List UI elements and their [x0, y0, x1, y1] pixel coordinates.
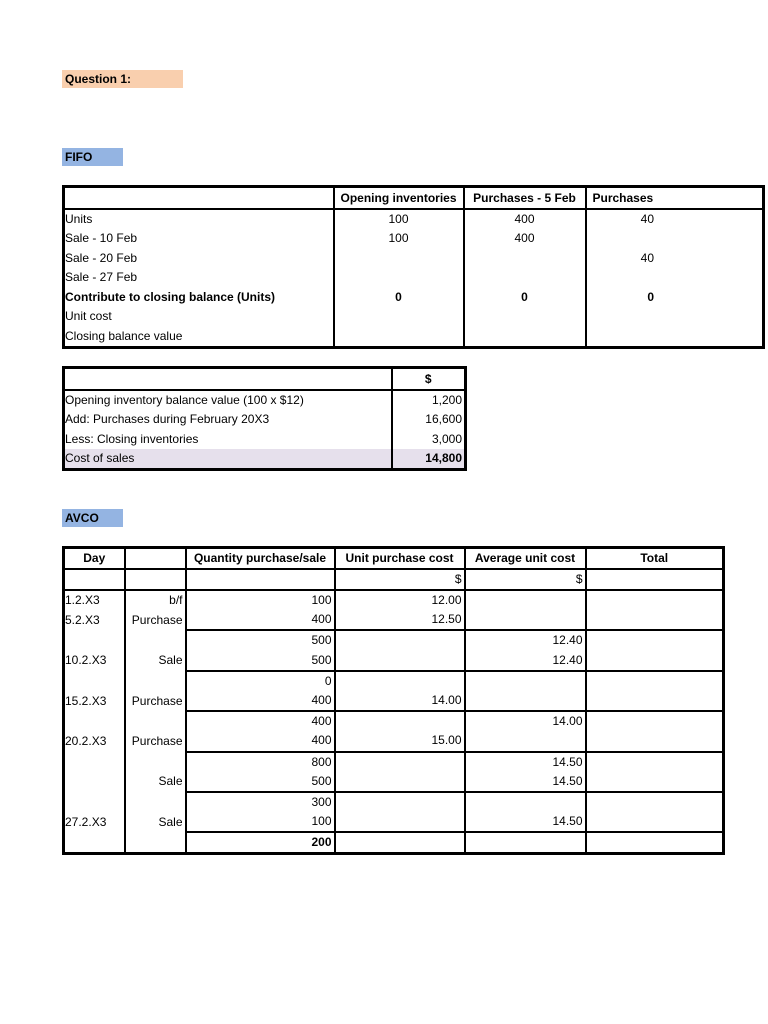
fifo-cell: [464, 307, 586, 327]
avco-type: [125, 711, 186, 731]
avco-currency-cell: [64, 569, 125, 590]
fifo-cell: [586, 268, 764, 288]
avco-type: [125, 752, 186, 772]
avco-row: [64, 832, 724, 854]
avco-unit-cost: [335, 630, 465, 650]
fifo-cell: [334, 327, 464, 348]
fifo-row: [64, 249, 764, 269]
avco-unit-cost: [335, 772, 465, 792]
avco-total: [586, 812, 724, 832]
avco-unit-cost: 14.00: [335, 691, 465, 711]
avco-day: 27.2.X3: [64, 812, 125, 832]
avco-total: [586, 651, 724, 671]
avco-header-cell: Average unit cost: [465, 548, 586, 570]
avco-average-cost: 12.40: [465, 630, 586, 650]
fifo-cell: [586, 327, 764, 348]
fifo-cell: 100: [334, 209, 464, 229]
fifo-cell: [464, 268, 586, 288]
fifo-header-cell: [64, 187, 334, 210]
cost-of-sales-value: 1,200: [431, 393, 462, 407]
fifo-cell: [334, 307, 464, 327]
avco-unit-cost: [335, 671, 465, 691]
avco-total: [586, 590, 724, 610]
avco-total: [586, 752, 724, 772]
cost-of-sales-header-row: [64, 368, 466, 391]
cost-of-sales-label: Add: Purchases during February 20X3: [64, 410, 392, 430]
avco-total: [586, 772, 724, 792]
cost-of-sales-label: Opening inventory balance value (100 x $12): [64, 390, 392, 410]
avco-qty: 200: [186, 832, 335, 854]
fifo-row: [64, 327, 764, 348]
cost-of-sales-label: Less: Closing inventories: [64, 430, 392, 450]
avco-average-cost: [465, 832, 586, 854]
avco-currency-cell: [125, 569, 186, 590]
avco-qty: 800: [186, 752, 335, 772]
avco-average-cost: 14.00: [465, 711, 586, 731]
fifo-section-label: FIFO: [62, 148, 123, 166]
avco-row: [64, 792, 724, 812]
avco-unit-cost: 12.00: [335, 590, 465, 610]
avco-header-cell: Total: [586, 548, 724, 570]
fifo-row: [64, 307, 764, 327]
avco-day: [64, 630, 125, 650]
avco-qty: 100: [186, 812, 335, 832]
fifo-cell: 40: [586, 209, 764, 229]
fifo-row-label: Closing balance value: [64, 327, 334, 348]
fifo-cell: [586, 307, 764, 327]
fifo-row: [64, 268, 764, 288]
avco-qty: 100: [186, 590, 335, 610]
avco-type: [125, 630, 186, 650]
avco-day: [64, 772, 125, 792]
avco-section-label: AVCO: [62, 509, 123, 527]
fifo-cell: [464, 327, 586, 348]
avco-header-cell: Quantity purchase/sale: [186, 548, 335, 570]
avco-day: 1.2.X3: [64, 590, 125, 610]
cost-of-sales-total-value: 14,800: [392, 449, 466, 470]
cost-of-sales-row: [64, 430, 466, 450]
avco-average-cost: 14.50: [465, 772, 586, 792]
avco-row: [64, 772, 724, 792]
avco-type: Purchase: [125, 610, 186, 630]
avco-day: 20.2.X3: [64, 731, 125, 751]
avco-header-cell: Unit purchase cost: [335, 548, 465, 570]
avco-average-cost: [465, 792, 586, 812]
avco-type: Purchase: [125, 691, 186, 711]
avco-type: [125, 832, 186, 854]
avco-unit-cost: [335, 812, 465, 832]
cost-of-sales-value: 16,600: [425, 412, 462, 427]
avco-currency-cell: [586, 569, 724, 590]
avco-qty: 400: [186, 731, 335, 751]
avco-row: [64, 711, 724, 731]
avco-currency-cell: $: [335, 569, 465, 590]
avco-total: [586, 671, 724, 691]
avco-total: [586, 731, 724, 751]
fifo-header-cell: Purchases - 5 Feb: [464, 187, 586, 210]
avco-unit-cost: [335, 832, 465, 854]
avco-average-cost: 14.50: [465, 752, 586, 772]
fifo-table-body: [64, 209, 764, 347]
avco-unit-cost: [335, 752, 465, 772]
avco-average-cost: 12.40: [465, 651, 586, 671]
avco-qty: 0: [186, 671, 335, 691]
fifo-row: [64, 229, 764, 249]
cost-of-sales-region: [62, 366, 464, 470]
avco-day: [64, 752, 125, 772]
avco-unit-cost: [335, 651, 465, 671]
avco-unit-cost: 15.00: [335, 731, 465, 751]
avco-average-cost: [465, 590, 586, 610]
avco-row: [64, 671, 724, 691]
avco-qty: 300: [186, 792, 335, 812]
avco-qty: 400: [186, 691, 335, 711]
fifo-row: [64, 288, 764, 308]
avco-total: [586, 610, 724, 630]
fifo-cell: [464, 249, 586, 269]
fifo-cell: 400: [464, 209, 586, 229]
avco-type: Purchase: [125, 731, 186, 751]
cost-of-sales-body: [64, 390, 466, 470]
fifo-cell: 100: [334, 229, 464, 249]
avco-type: Sale: [125, 812, 186, 832]
avco-type: Sale: [125, 651, 186, 671]
avco-table-body: [64, 590, 724, 854]
avco-row: [64, 651, 724, 671]
avco-day: [64, 832, 125, 854]
avco-type: b/f: [125, 590, 186, 610]
fifo-row-label: Units: [64, 209, 334, 229]
fifo-header-row: [64, 187, 764, 210]
fifo-cell: 0: [586, 288, 764, 308]
avco-day: [64, 671, 125, 691]
avco-total: [586, 711, 724, 731]
avco-unit-cost: 12.50: [335, 610, 465, 630]
avco-type: [125, 792, 186, 812]
avco-qty: 400: [186, 711, 335, 731]
cost-of-sales-table: [62, 366, 467, 471]
fifo-cell: 400: [464, 229, 586, 249]
avco-average-cost: [465, 691, 586, 711]
avco-row: [64, 812, 724, 832]
avco-day: 5.2.X3: [64, 610, 125, 630]
avco-qty: 500: [186, 630, 335, 650]
avco-day: 10.2.X3: [64, 651, 125, 671]
avco-average-cost: [465, 671, 586, 691]
fifo-header-cell: Purchases: [586, 187, 764, 210]
avco-row: [64, 752, 724, 772]
fifo-table-region: [62, 185, 654, 347]
fifo-row-label: Sale - 27 Feb: [64, 268, 334, 288]
fifo-row: [64, 209, 764, 229]
fifo-table: [62, 185, 765, 349]
avco-type: Sale: [125, 772, 186, 792]
fifo-row-label: Sale - 10 Feb: [64, 229, 334, 249]
avco-currency-cell: [186, 569, 335, 590]
avco-average-cost: [465, 610, 586, 630]
avco-currency-cell: $: [465, 569, 586, 590]
avco-unit-cost: [335, 711, 465, 731]
fifo-cell: 0: [464, 288, 586, 308]
avco-qty: 500: [186, 772, 335, 792]
fifo-cell: 0: [334, 288, 464, 308]
currency-symbol: $: [392, 368, 466, 391]
fifo-row-label: Unit cost: [64, 307, 334, 327]
fifo-row-label: Contribute to closing balance (Units): [64, 288, 334, 308]
avco-type: [125, 671, 186, 691]
fifo-cell: 40: [586, 249, 764, 269]
avco-table-region: [62, 546, 669, 858]
fifo-header-cell: Opening inventories: [334, 187, 464, 210]
avco-table: [62, 546, 725, 855]
cost-of-sales-row: [64, 390, 466, 410]
avco-header-cell: Day: [64, 548, 125, 570]
cost-of-sales-value: 3,000: [431, 431, 462, 446]
avco-row: [64, 630, 724, 650]
avco-header-row: [64, 548, 724, 570]
cost-of-sales-total-label: Cost of sales: [64, 449, 392, 470]
question-title: Question 1:: [62, 70, 183, 88]
avco-row: [64, 731, 724, 751]
avco-total: [586, 630, 724, 650]
avco-unit-cost: [335, 792, 465, 812]
avco-header-cell: [125, 548, 186, 570]
avco-average-cost: 14.50: [465, 812, 586, 832]
avco-day: [64, 711, 125, 731]
cost-of-sales-row: [64, 410, 466, 430]
avco-day: 15.2.X3: [64, 691, 125, 711]
fifo-row-label: Sale - 20 Feb: [64, 249, 334, 269]
avco-row: [64, 691, 724, 711]
cost-of-sales-header-blank: [64, 368, 392, 391]
avco-qty: 500: [186, 651, 335, 671]
fifo-cell: [586, 229, 764, 249]
fifo-cell: [334, 268, 464, 288]
avco-row: [64, 590, 724, 610]
fifo-cell: [334, 249, 464, 269]
avco-row: [64, 610, 724, 630]
avco-currency-row: [64, 569, 724, 590]
avco-total: [586, 792, 724, 812]
avco-day: [64, 792, 125, 812]
avco-total: [586, 832, 724, 854]
avco-qty: 400: [186, 610, 335, 630]
cost-of-sales-total-row: [64, 449, 466, 470]
avco-average-cost: [465, 731, 586, 751]
avco-total: [586, 691, 724, 711]
